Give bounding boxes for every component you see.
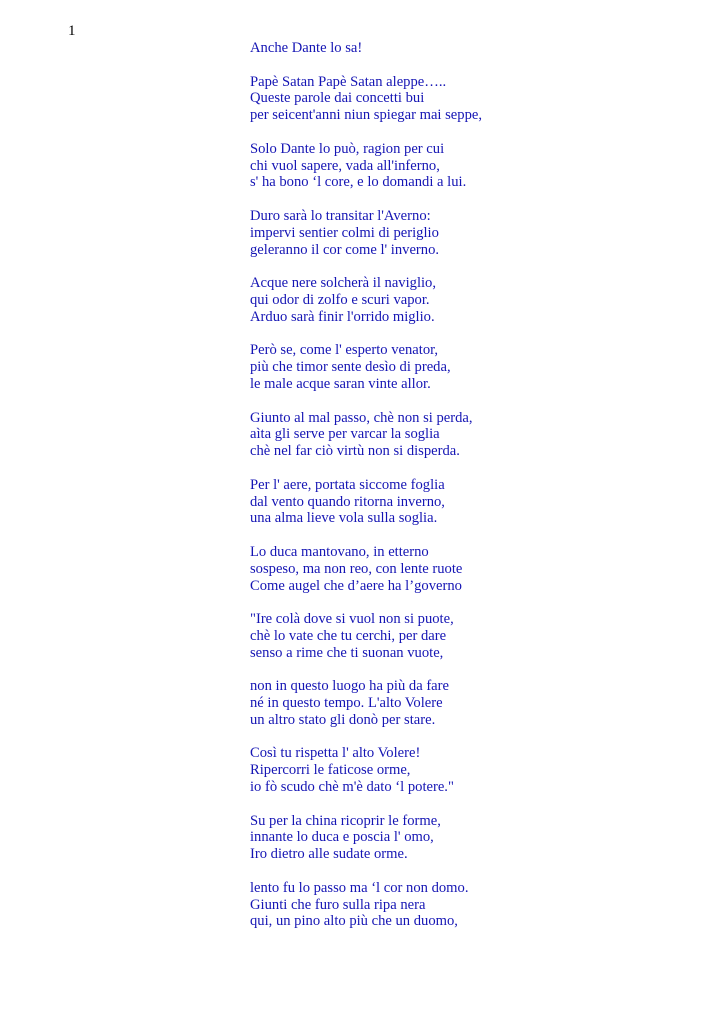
poem <box>250 40 690 930</box>
verse-line: Ripercorri le faticose orme, <box>250 762 411 779</box>
stanza <box>250 342 690 392</box>
verse-line: "Ire colà dove si vuol non si puote, <box>250 611 454 628</box>
stanza <box>250 678 690 728</box>
stanza <box>250 611 690 661</box>
verse-line: Su per la china ricoprir le forme, <box>250 812 441 829</box>
stanza <box>250 477 690 527</box>
verse-line: Duro sarà lo transitar l'Averno: <box>250 207 431 224</box>
verse-line: Giunti che furo sulla ripa nera <box>250 896 426 913</box>
verse-line: Queste parole dai concetti bui <box>250 90 425 107</box>
verse-line: chè lo vate che tu cerchi, per dare <box>250 627 447 644</box>
verse-line: chi vuol sapere, vada all'inferno, <box>250 157 440 174</box>
verse-line: Arduo sarà finir l'orrido miglio. <box>250 308 435 325</box>
verse-line: né in questo tempo. L'alto Volere <box>250 695 443 712</box>
verse-line: senso a rime che ti suonan vuote, <box>250 644 444 661</box>
verse-line: Iro dietro alle sudate orme. <box>250 846 408 863</box>
verse-line: chè nel far ciò virtù non si disperda. <box>250 443 460 460</box>
verse-line: le male acque saran vinte allor. <box>250 375 431 392</box>
verse-line: geleranno il cor come l' inverno. <box>250 241 440 258</box>
stanza <box>250 275 690 325</box>
verse-line: Acque nere solcherà il naviglio, <box>250 275 436 292</box>
verse-line: Però se, come l' esperto venator, <box>250 342 439 359</box>
verse-line: un altro stato gli donò per stare. <box>250 711 436 728</box>
verse-line: Per l' aere, portata siccome foglia <box>250 476 445 493</box>
poem-title: Anche Dante lo sa! <box>250 40 363 56</box>
stanza <box>250 813 690 863</box>
verse-line: una alma lieve vola sulla soglia. <box>250 510 438 527</box>
stanza <box>250 74 690 124</box>
page-number: 1 <box>68 23 76 39</box>
verse-line: Lo duca mantovano, in etterno <box>250 543 429 560</box>
verse-line: qui odor di zolfo e scuri vapor. <box>250 291 430 308</box>
verse-line: più che timor sente desìo di preda, <box>250 359 451 376</box>
stanza <box>250 410 690 460</box>
verse-line: sospeso, ma non reo, con lente ruote <box>250 560 463 577</box>
verse-line: aìta gli serve per varcar la soglia <box>250 426 440 443</box>
verse-line: non in questo luogo ha più da fare <box>250 678 449 695</box>
verse-line: impervi sentier colmi di periglio <box>250 224 439 241</box>
verse-line: lento fu lo passo ma ‘l cor non domo. <box>250 879 469 896</box>
stanza <box>250 141 690 191</box>
verse-line: per seicent'anni niun spiegar mai seppe, <box>250 107 482 124</box>
verse-line: Giunto al mal passo, chè non si perda, <box>250 409 473 426</box>
stanza <box>250 208 690 258</box>
verse-line: Così tu rispetta l' alto Volere! <box>250 745 421 762</box>
verse-line: io fò scudo chè m'è dato ‘l potere." <box>250 779 454 796</box>
verse-line: Papè Satan Papè Satan aleppe….. <box>250 73 447 90</box>
verse-line: Come augel che d’aere ha l’governo <box>250 577 462 594</box>
stanza <box>250 880 690 930</box>
stanza <box>250 544 690 594</box>
verse-line: innante lo duca e poscia l' omo, <box>250 829 434 846</box>
verse-line: Solo Dante lo può, ragion per cui <box>250 140 445 157</box>
verse-line: qui, un pino alto più che un duomo, <box>250 913 458 930</box>
verse-line: dal vento quando ritorna inverno, <box>250 493 445 510</box>
stanza-list <box>250 74 690 931</box>
stanza <box>250 745 690 795</box>
verse-line: s' ha bono ‘l core, e lo domandi a lui. <box>250 174 467 191</box>
